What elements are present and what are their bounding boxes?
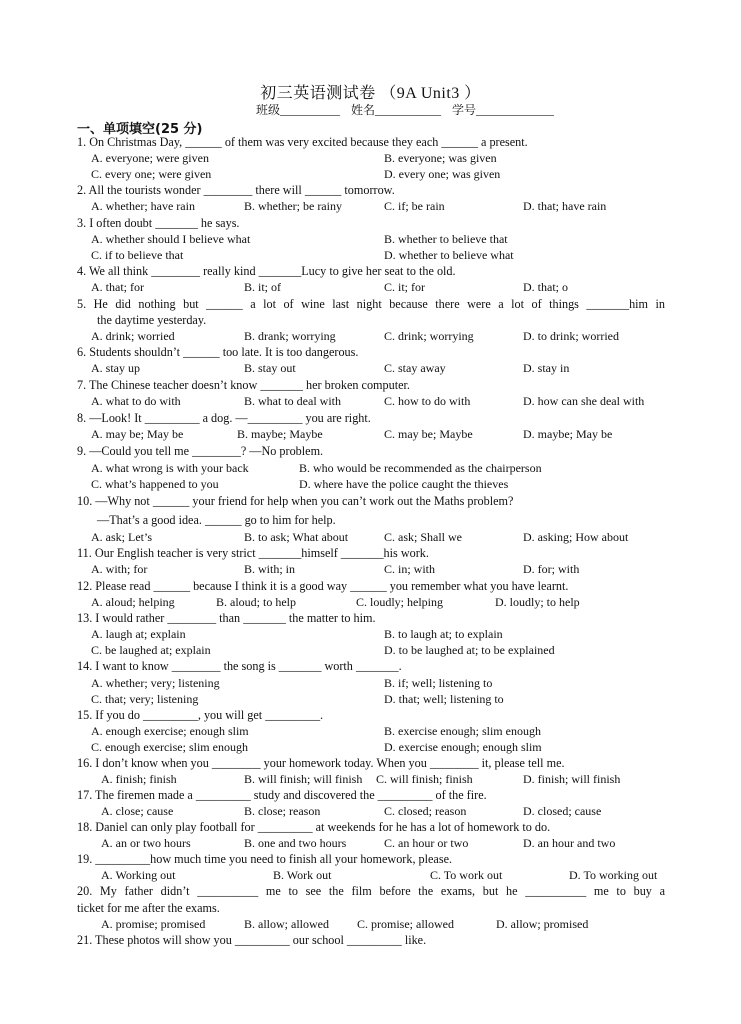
question-17-option-d[interactable]: D. closed; cause — [523, 804, 602, 818]
question-18-option-d[interactable]: D. an hour and two — [523, 836, 616, 850]
question-14-option-a[interactable]: A. whether; very; listening — [91, 676, 220, 690]
question-12-option-a[interactable]: A. aloud; helping — [91, 595, 175, 609]
question-2-option-d[interactable]: D. that; have rain — [523, 199, 607, 213]
question-8-stem: 8. —Look! It _________ a dog. —_________ you are right. — [77, 411, 371, 425]
question-10-option-c[interactable]: C. ask; Shall we — [384, 530, 462, 544]
question-10-stem: 10. —Why not ______ your friend for help when you can’t work out the Maths problem? — [77, 494, 514, 508]
question-8-option-d[interactable]: D. maybe; May be — [523, 427, 613, 441]
question-19-stem: 19. _________how much time you need to finish all your homework, please. — [77, 852, 453, 866]
question-3-option-a[interactable]: A. whether should I believe what — [91, 232, 251, 246]
question-7-option-a[interactable]: A. what to do with — [91, 394, 181, 408]
question-12-option-c[interactable]: C. loudly; helping — [356, 595, 443, 609]
question-16-option-c[interactable]: C. will finish; finish — [376, 772, 473, 786]
question-12-option-d[interactable]: D. loudly; to help — [495, 595, 580, 609]
question-19-option-d[interactable]: D. To working out — [569, 868, 658, 882]
question-9-option-a[interactable]: A. what wrong is with your back — [91, 461, 249, 475]
student-number-field[interactable]: 学号_____________ — [452, 103, 555, 117]
question-21-stem: 21. These photos will show you _________ our school _________ like. — [77, 933, 427, 947]
question-2-stem: 2. All the tourists wonder ________ there will ______ tomorrow. — [77, 183, 395, 197]
question-17-stem: 17. The firemen made a _________ study and discovered the _________ of the fire. — [77, 788, 487, 802]
question-16-option-d[interactable]: D. finish; will finish — [523, 772, 621, 786]
question-14-option-d[interactable]: D. that; well; listening to — [384, 692, 504, 706]
question-2-option-c[interactable]: C. if; be rain — [384, 199, 445, 213]
question-9-option-d[interactable]: D. where have the police caught the thieves — [299, 477, 509, 491]
question-15-option-c[interactable]: C. enough exercise; slim enough — [91, 740, 248, 754]
question-18-option-c[interactable]: C. an hour or two — [384, 836, 469, 850]
question-5-stem-continued: the daytime yesterday. — [97, 313, 207, 327]
question-5-option-a[interactable]: A. drink; worried — [91, 329, 175, 343]
question-11-stem: 11. Our English teacher is very strict _______himself _______his work. — [77, 546, 429, 560]
question-8-option-c[interactable]: C. may be; Maybe — [384, 427, 473, 441]
question-13-option-c[interactable]: C. be laughed at; explain — [91, 643, 211, 657]
question-10-option-a[interactable]: A. ask; Let’s — [91, 530, 152, 544]
question-1-option-b[interactable]: B. everyone; was given — [384, 151, 497, 165]
question-1-stem: 1. On Christmas Day, ______ of them was very excited because they each ______ a present. — [77, 135, 528, 149]
question-12-stem: 12. Please read ______ because I think it is a good way ______ you remember what you have learnt. — [77, 579, 569, 593]
name-field[interactable]: 姓名___________ — [351, 103, 442, 117]
question-17-option-a[interactable]: A. close; cause — [101, 804, 174, 818]
question-3-option-d[interactable]: D. whether to believe what — [384, 248, 514, 262]
question-4-option-b[interactable]: B. it; of — [244, 280, 282, 294]
question-5-option-b[interactable]: B. drank; worrying — [244, 329, 336, 343]
question-5-stem: 5. He did nothing but ______ a lot of wine last night because there were a lot of things _______him in — [77, 297, 665, 311]
question-10-option-b[interactable]: B. to ask; What about — [244, 530, 349, 544]
question-17-option-b[interactable]: B. close; reason — [244, 804, 321, 818]
question-3-option-b[interactable]: B. whether to believe that — [384, 232, 508, 246]
question-6-option-c[interactable]: C. stay away — [384, 361, 446, 375]
question-13-stem: 13. I would rather ________ than _______ the matter to him. — [77, 611, 376, 625]
question-7-option-d[interactable]: D. how can she deal with — [523, 394, 645, 408]
question-8-option-a[interactable]: A. may be; May be — [91, 427, 184, 441]
question-5-option-d[interactable]: D. to drink; worried — [523, 329, 619, 343]
question-10-option-d[interactable]: D. asking; How about — [523, 530, 629, 544]
question-2-option-a[interactable]: A. whether; have rain — [91, 199, 195, 213]
section-title: 一、单项填空(25 分) — [77, 122, 203, 137]
question-11-option-c[interactable]: C. in; with — [384, 562, 436, 576]
question-1-option-c[interactable]: C. every one; were given — [91, 167, 212, 181]
question-9-option-b[interactable]: B. who would be recommended as the chairperson — [299, 461, 542, 475]
question-5-option-c[interactable]: C. drink; worrying — [384, 329, 474, 343]
question-20-option-c[interactable]: C. promise; allowed — [357, 917, 454, 931]
question-4-option-a[interactable]: A. that; for — [91, 280, 144, 294]
question-11-option-a[interactable]: A. with; for — [91, 562, 148, 576]
question-4-option-d[interactable]: D. that; o — [523, 280, 568, 294]
question-3-option-c[interactable]: C. if to believe that — [91, 248, 184, 262]
question-14-option-b[interactable]: B. if; well; listening to — [384, 676, 493, 690]
question-15-option-b[interactable]: B. exercise enough; slim enough — [384, 724, 541, 738]
question-9-stem: 9. —Could you tell me ________? —No problem. — [77, 444, 324, 458]
question-18-option-a[interactable]: A. an or two hours — [101, 836, 191, 850]
question-8-option-b[interactable]: B. maybe; Maybe — [237, 427, 323, 441]
question-6-option-d[interactable]: D. stay in — [523, 361, 570, 375]
question-11-option-d[interactable]: D. for; with — [523, 562, 580, 576]
question-6-option-a[interactable]: A. stay up — [91, 361, 140, 375]
question-7-stem: 7. The Chinese teacher doesn’t know _______ her broken computer. — [77, 378, 410, 392]
question-19-option-b[interactable]: B. Work out — [273, 868, 332, 882]
question-16-stem: 16. I don’t know when you ________ your homework today. When you ________ it, please tell me. — [77, 756, 565, 770]
question-19-option-c[interactable]: C. To work out — [430, 868, 503, 882]
question-1-option-d[interactable]: D. every one; was given — [384, 167, 501, 181]
question-4-stem: 4. We all think ________ really kind _______Lucy to give her seat to the old. — [77, 264, 456, 278]
question-18-option-b[interactable]: B. one and two hours — [244, 836, 347, 850]
question-11-option-b[interactable]: B. with; in — [244, 562, 296, 576]
question-15-option-a[interactable]: A. enough exercise; enough slim — [91, 724, 249, 738]
question-20-stem: 20. My father didn’t __________ me to see the film before the exams, but he __________ me to buy a — [77, 884, 665, 898]
question-6-stem: 6. Students shouldn’t ______ too late. It is too dangerous. — [77, 345, 359, 359]
question-20-option-a[interactable]: A. promise; promised — [101, 917, 206, 931]
question-14-stem: 14. I want to know ________ the song is _______ worth _______. — [77, 659, 402, 673]
question-19-option-a[interactable]: A. Working out — [101, 868, 176, 882]
question-13-option-d[interactable]: D. to be laughed at; to be explained — [384, 643, 555, 657]
question-13-option-b[interactable]: B. to laugh at; to explain — [384, 627, 503, 641]
question-7-option-c[interactable]: C. how to do with — [384, 394, 471, 408]
question-18-stem: 18. Daniel can only play football for _________ at weekends for he has a lot of homework to do. — [77, 820, 551, 834]
question-4-option-c[interactable]: C. it; for — [384, 280, 425, 294]
question-9-option-c[interactable]: C. what’s happened to you — [91, 477, 219, 491]
exam-title: 初三英语测试卷 （9A Unit3 ） — [260, 85, 481, 102]
question-20-stem-continued: ticket for me after the exams. — [77, 901, 220, 915]
question-1-option-a[interactable]: A. everyone; were given — [91, 151, 209, 165]
question-7-option-b[interactable]: B. what to deal with — [244, 394, 341, 408]
student-info-row — [256, 101, 562, 118]
question-14-option-c[interactable]: C. that; very; listening — [91, 692, 199, 706]
question-16-option-b[interactable]: B. will finish; will finish — [244, 772, 363, 786]
question-17-option-c[interactable]: C. closed; reason — [384, 804, 467, 818]
question-20-option-b[interactable]: B. allow; allowed — [244, 917, 329, 931]
question-15-option-d[interactable]: D. exercise enough; enough slim — [384, 740, 542, 754]
question-13-option-a[interactable]: A. laugh at; explain — [91, 627, 186, 641]
question-12-option-b[interactable]: B. aloud; to help — [216, 595, 296, 609]
question-6-option-b[interactable]: B. stay out — [244, 361, 296, 375]
question-20-option-d[interactable]: D. allow; promised — [496, 917, 589, 931]
question-16-option-a[interactable]: A. finish; finish — [101, 772, 177, 786]
question-3-stem: 3. I often doubt _______ he says. — [77, 216, 240, 230]
question-2-option-b[interactable]: B. whether; be rainy — [244, 199, 342, 213]
question-10-stem-continued: —That’s a good idea. ______ go to him for help. — [97, 513, 336, 527]
class-field[interactable]: 班级__________ — [256, 103, 341, 117]
question-15-stem: 15. If you do _________, you will get _________. — [77, 708, 324, 722]
